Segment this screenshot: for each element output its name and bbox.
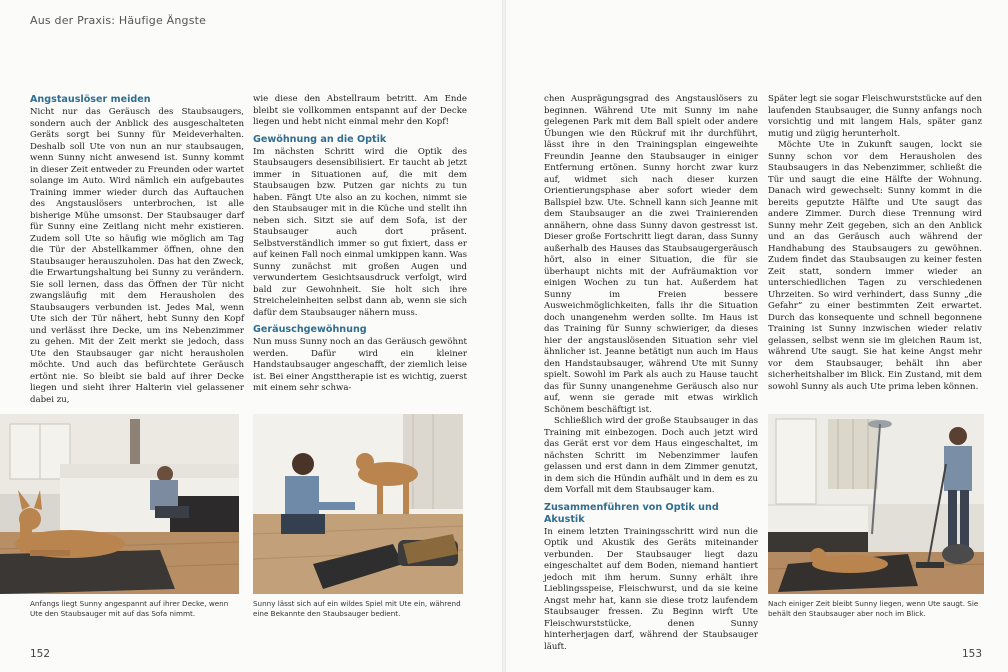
photo-woman-vacuuming <box>768 414 984 594</box>
paragraph: Möchte Ute in Zukunft saugen, lockt sie Sunny schon vor dem Herausholen des Staubsaugers in das Nebenzimmer, schließt die Tür und saugt die eine Hälfte der Wohnung. Danach wird gewechselt: Sunny kommt in die bereits geputzte Hälfte und Ute saugt das andere Zimmer. Durch diese Trennung wird Sunny mehr Zeit gegeben, sich an den Anblick und an das Geräusch auch während der Handhabung des Staubsaugers zu gewöhnen. Zudem findet das Staubsaugen zu keiner festen Zeit statt, sondern immer wieder an unterschiedlichen Tagen zu verschiedenen Uhrzeiten. So wird verhindert, dass Sunny „die Gefahr“ zu einer bestimmten Zeit erwartet. Durch das konsequente und schnell begonnene Training ist Sunny inzwischen wieder relativ gelassen, selbst wenn sie im gleichen Raum ist, während Ute saugt. Sie hat keine Angst mehr vor dem Staubsauger, behält ihn aber sicherheitshalber im Blick. Ein Zustand, mit dem sowohl Sunny als auch Ute prima leben können. <box>768 140 982 392</box>
caption-photo-1: Anfangs liegt Sunny angespannt auf ihrer Decke, wenn Ute den Staubsauger mit auf das Sofa nimmt. <box>30 599 229 618</box>
section-heading: Geräuschgewöhnung <box>253 324 367 335</box>
text-column-2 <box>253 94 467 395</box>
paragraph: chen Ausprägungsgrad des Angstauslösers zu beginnen. Während Ute mit Sunny im nahe gelegenen Park mit dem Ball spielt oder andere Übungen wie den Rückruf mit ihr durchführt, lässt ihre in den Trainingsplan eingeweihte Freundin Jeanne den Staubsauger in einiger Entfernung ertönen. Sunny horcht zwar kurz auf, widmet sich nach dieser kurzen Orientierungsphase aber sofort wieder dem Ballspiel bzw. Ute. Schnell kann sich Jeanne mit dem Staubsauger an die zwei Trainierenden annähern, ohne dass Sunny davon gestresst ist. Dieser große Fortschritt liegt daran, dass Sunny außerhalb des Hauses das Staubsaugergeräusch hört, also in einer Situation, die für sie überhaupt nichts mit der Aufräumaktion vor einigen Wochen zu tun hat. Außerdem hat Sunny im Freien bessere Ausweichmöglichkeiten, falls ihr die Situation doch unangenehm werden sollte. Im Haus ist das Training für Sunny schwieriger, da dieses hier der angstauslösenden Situation sehr viel ähnlicher ist. Jeanne betätigt nun auch im Haus den Handstaubsauger, während Ute mit Sunny spielt. Sowohl im Park als auch zu Hause taucht das für Sunny unangenehme Geräusch also nur auf, wenn sie gerade mit etwas wirklich Schönem beschäftigt ist. <box>544 94 758 415</box>
paragraph: Im nächsten Schritt wird die Optik des Staubsaugers desensibilisiert. Er taucht ab jetzt immer in Situationen auf, die mit dem Staubsaugen bzw. Putzen gar nichts zu tun haben. Fängt Ute also an zu kochen, nimmt sie den Staubsauger mit in die Küche und stellt ihn neben sich. Sitzt sie auf dem Sofa, ist der Staubsauger auch dort präsent. Selbstverständlich immer so gut fixiert, dass er auf keinen Fall noch einmal umkippen kann. Was Sunny zunächst mit großen Augen und verwundertem Gesichtsausdruck verfolgt, wird bald zur Gewohnheit. Sie holt sich ihre Streicheleinheiten selbst dann ab, wenn sie sich dafür dem Staubsauger nähern muss. <box>253 146 467 318</box>
text-column-3 <box>544 94 758 653</box>
paragraph: wie diese den Abstellraum betritt. Am Ende bleibt sie vollkommen entspannt auf der Decke liegen und hebt nicht einmal mehr den Kopf! <box>253 94 467 127</box>
photo-dog-on-blanket <box>0 414 239 594</box>
book-gutter <box>502 0 506 672</box>
running-head: Aus der Praxis: Häufige Ängste <box>30 14 207 27</box>
photo-play-with-dog <box>253 414 463 594</box>
page-number-left: 152 <box>30 648 51 660</box>
text-column-4 <box>768 94 982 393</box>
paragraph: Später legt sie sogar Fleischwurststücke auf den laufenden Staubsauger, die Sunny anfangs noch vorsichtig und mit langem Hals, später ganz mutig und zügig herunterholt. <box>768 94 982 139</box>
section-heading: Zusammenführen von Optik und Akustik <box>544 501 719 525</box>
paragraph: Nun muss Sunny noch an das Geräusch gewöhnt werden. Dafür wird ein kleiner Handstaubsauger angeschafft, der ziemlich leise ist. Bei einer Angsttherapie ist es wichtig, zuerst mit einem sehr schwa- <box>253 337 467 393</box>
paragraph: In einem letzten Trainingsschritt wird nun die Optik und Akustik des Geräts miteinander verbunden. Der Staubsauger liegt dazu eingeschaltet auf dem Boden, niemand hantiert jedoch mit ihm herum. Sunny erhält ihre Lieblingsspeise, Fleischwurst, und da sie keine Angst mehr hat, kann sie diese trotz laufendem Staubsauger fressen. Zu Beginn wirft Ute Fleischwurststücke, denen Sunny hinterherjagen darf, während der Staubsauger läuft. <box>544 526 758 652</box>
text-column-1 <box>30 94 244 406</box>
section-heading: Angstauslöser meiden <box>30 94 151 105</box>
section-heading: Gewöhnung an die Optik <box>253 133 387 145</box>
paragraph: Nicht nur das Geräusch des Staubsaugers, sondern auch der Anblick des ausgeschalteten Geräts sorgt bei Sunny für Meideverhalten. Deshalb soll Ute von nun an nur staubsaugen, wenn Sunny nicht anwesend ist. Sunny kommt in dieser Zeit entweder zu Freunden oder wartet solange im Auto. Wird nämlich ein aufgebautes Training immer wieder durch das Auftauchen des Angstauslösers unterbrochen, ist alle bisherige Mühe umsonst. Der Staubsauger darf für Sunny eine Zeitlang nicht mehr existieren. Zudem soll Ute so häufig wie möglich am Tag die Tür der Abstellkammer öffnen, ohne den Staubsauger herauszuholen. Das hat den Zweck, die Erwartungshaltung bei Sunny zu verändern. Sie soll lernen, dass das Öffnen der Tür nicht zwangsläufig mit dem Herausholen des Staubsaugers verbunden ist. Jedes Mal, wenn Ute sich der Tür nähert, hebt Sunny den Kopf und verlässt ihre Decke, um ins Nebenzimmer zu gehen. Mit der Zeit merkt sie jedoch, dass Ute den Staubsauger gar nicht herausholen möchte. Und auch das befürchtete Geräusch ertönt nie. So bleibt sie bald auf ihrer Decke liegen und sieht ihrer Halterin viel gelassener dabei zu, <box>30 107 244 405</box>
paragraph: Schließlich wird der große Staubsauger in das Training mit einbezogen. Doch auch jetzt wird das Gerät erst vor dem Haus eingeschaltet, im nächsten Schritt im Nebenzimmer laufen gelassen und erst dann in dem Zimmer genutzt, in dem sich die Hündin aufhält und in dem es zu dem Vorfall mit dem Staubsauger kam. <box>544 416 758 495</box>
caption-photo-3: Nach einiger Zeit bleibt Sunny liegen, wenn Ute saugt. Sie behält den Staubsauger aber noch im Blick. <box>768 599 979 618</box>
caption-photo-2: Sunny lässt sich auf ein wildes Spiel mit Ute ein, während eine Bekannte den Staubsauger bedient. <box>253 599 461 618</box>
right-page <box>504 0 1008 672</box>
page-number-right: 153 <box>962 648 983 660</box>
